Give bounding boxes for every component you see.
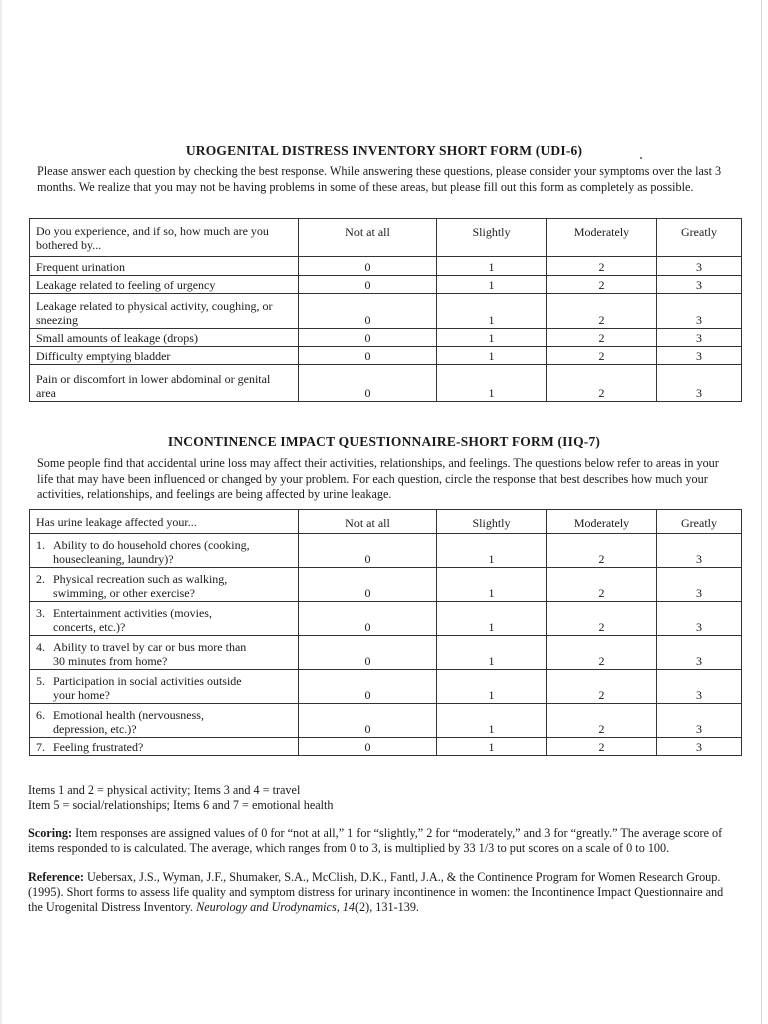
response-slightly[interactable]: 1 bbox=[437, 329, 547, 347]
udi6-instructions: Please answer each question by checking the best response. While answering these questions, please consider your symptoms over the last 3 months. We realize that you may not be having problems in some of these areas, but please fill out this form as completely as possible. bbox=[37, 164, 722, 194]
header-slightly: Slightly bbox=[437, 219, 547, 257]
scoring-text: Item responses are assigned values of 0 for “not at all,” 1 for “slightly,” 2 for “moderately,” and 3 for “greatly.” The average score of items responded to is calculated. The average, which ranges from 0 to 3, is multiplied by 33 1/3 to put scores on a scale of 0 to 100. bbox=[28, 826, 723, 855]
question-label: Frequent urination bbox=[30, 257, 299, 276]
response-not-at-all[interactable]: 0 bbox=[299, 329, 437, 347]
response-slightly[interactable]: 1 bbox=[437, 347, 547, 365]
response-not-at-all[interactable]: 0 bbox=[299, 704, 437, 738]
question-text-cont: 30 minutes from home? bbox=[53, 654, 168, 668]
table-row bbox=[30, 294, 742, 329]
response-greatly[interactable]: 3 bbox=[657, 636, 742, 670]
question-number: 2. bbox=[36, 572, 45, 586]
question-label bbox=[30, 738, 299, 756]
response-not-at-all[interactable]: 0 bbox=[299, 276, 437, 294]
iiq7-title: INCONTINENCE IMPACT QUESTIONNAIRE-SHORT FORM (IIQ-7) bbox=[167, 434, 601, 449]
table-row bbox=[30, 704, 742, 738]
question-label bbox=[30, 568, 299, 602]
table-row bbox=[30, 568, 742, 602]
response-slightly[interactable]: 1 bbox=[437, 294, 547, 329]
response-slightly[interactable]: 1 bbox=[437, 365, 547, 402]
header-slightly: Slightly bbox=[437, 510, 547, 534]
question-text: Participation in social activities outside bbox=[53, 674, 242, 688]
response-moderately[interactable]: 2 bbox=[547, 568, 657, 602]
response-not-at-all[interactable]: 0 bbox=[299, 670, 437, 704]
header-moderately: Moderately bbox=[547, 219, 657, 257]
question-text-cont: depression, etc.)? bbox=[53, 722, 137, 736]
header-not-at-all: Not at all bbox=[299, 219, 437, 257]
response-greatly[interactable]: 3 bbox=[657, 738, 742, 756]
question-label: Leakage related to physical activity, coughing, or sneezing bbox=[30, 294, 299, 329]
question-label: Pain or discomfort in lower abdominal or genital area bbox=[30, 365, 299, 402]
iiq7-question-header: Has urine leakage affected your... bbox=[30, 510, 299, 534]
response-greatly[interactable]: 3 bbox=[657, 602, 742, 636]
table-row bbox=[30, 329, 742, 347]
udi6-question-header: Do you experience, and if so, how much are you bothered by... bbox=[30, 219, 299, 257]
response-greatly[interactable]: 3 bbox=[657, 329, 742, 347]
udi6-table bbox=[29, 218, 742, 402]
question-number: 4. bbox=[36, 640, 45, 654]
response-greatly[interactable]: 3 bbox=[657, 568, 742, 602]
response-slightly[interactable]: 1 bbox=[437, 670, 547, 704]
question-text-cont: your home? bbox=[53, 688, 110, 702]
question-text: Ability to travel by car or bus more than bbox=[53, 640, 247, 654]
question-label: Difficulty emptying bladder bbox=[30, 347, 299, 365]
question-number: 5. bbox=[36, 674, 45, 688]
question-text: Feeling frustrated? bbox=[53, 740, 144, 754]
reference-journal: Neurology and Urodynamics, 14 bbox=[196, 900, 355, 914]
question-label bbox=[30, 534, 299, 568]
response-not-at-all[interactable]: 0 bbox=[299, 602, 437, 636]
response-greatly[interactable]: 3 bbox=[657, 257, 742, 276]
response-greatly[interactable]: 3 bbox=[657, 365, 742, 402]
response-moderately[interactable]: 2 bbox=[547, 670, 657, 704]
table-row bbox=[30, 738, 742, 756]
response-moderately[interactable]: 2 bbox=[547, 347, 657, 365]
iiq7-instructions: Some people find that accidental urine loss may affect their activities, relationships, and feelings. The questions below refer to areas in your life that may have been influenced or changed by your problem. For each question, circle the response that best describes how much your activities, relationships, and feelings are being affected by urine leakage. bbox=[37, 456, 719, 501]
header-not-at-all: Not at all bbox=[299, 510, 437, 534]
table-row bbox=[30, 347, 742, 365]
iiq7-header-row bbox=[30, 510, 742, 534]
question-label bbox=[30, 704, 299, 738]
question-text: Physical recreation such as walking, bbox=[53, 572, 228, 586]
question-text-cont: concerts, etc.)? bbox=[53, 620, 126, 634]
header-greatly: Greatly bbox=[657, 510, 742, 534]
udi6-header-row bbox=[30, 219, 742, 257]
item-key bbox=[28, 783, 740, 813]
item-key-line-2: Item 5 = social/relationships; Items 6 and 7 = emotional health bbox=[28, 798, 334, 812]
response-moderately[interactable]: 2 bbox=[547, 365, 657, 402]
table-row bbox=[30, 636, 742, 670]
response-moderately[interactable]: 2 bbox=[547, 738, 657, 756]
table-row bbox=[30, 365, 742, 402]
table-row bbox=[30, 534, 742, 568]
reference-text: Uebersax, J.S., Wyman, J.F., Shumaker, S.A., McClish, D.K., Fantl, J.A., & the Continence Program for Women Research Group. (1995). Short forms to assess life quality and symptom distress for urinary incontinence in women: the Incontinence Impact Questionnaire and the Urogenital Distress Inventory. bbox=[28, 870, 724, 914]
response-greatly[interactable]: 3 bbox=[657, 347, 742, 365]
question-label: Leakage related to feeling of urgency bbox=[30, 276, 299, 294]
response-moderately[interactable]: 2 bbox=[547, 704, 657, 738]
response-greatly[interactable]: 3 bbox=[657, 534, 742, 568]
question-text: Entertainment activities (movies, bbox=[53, 606, 212, 620]
response-moderately[interactable]: 2 bbox=[547, 329, 657, 347]
question-label bbox=[30, 602, 299, 636]
response-moderately[interactable]: 2 bbox=[547, 636, 657, 670]
response-slightly[interactable]: 1 bbox=[437, 568, 547, 602]
question-label bbox=[30, 670, 299, 704]
question-text: Emotional health (nervousness, bbox=[53, 708, 204, 722]
question-text-cont: housecleaning, laundry)? bbox=[53, 552, 174, 566]
question-text: Ability to do household chores (cooking, bbox=[53, 538, 250, 552]
response-moderately[interactable]: 2 bbox=[547, 602, 657, 636]
response-slightly[interactable]: 1 bbox=[437, 534, 547, 568]
question-number: 6. bbox=[36, 708, 45, 722]
response-not-at-all[interactable]: 0 bbox=[299, 294, 437, 329]
response-not-at-all[interactable]: 0 bbox=[299, 365, 437, 402]
question-label: Small amounts of leakage (drops) bbox=[30, 329, 299, 347]
scoring-label: Scoring: bbox=[28, 826, 73, 840]
scoring-note bbox=[28, 826, 740, 856]
response-slightly[interactable]: 1 bbox=[437, 602, 547, 636]
item-key-line-1: Items 1 and 2 = physical activity; Items 3 and 4 = travel bbox=[28, 783, 301, 797]
udi6-title: UROGENITAL DISTRESS INVENTORY SHORT FORM (UDI-6) bbox=[185, 143, 583, 158]
response-not-at-all[interactable]: 0 bbox=[299, 738, 437, 756]
table-row bbox=[30, 670, 742, 704]
response-moderately[interactable]: 2 bbox=[547, 534, 657, 568]
response-moderately[interactable]: 2 bbox=[547, 294, 657, 329]
table-row bbox=[30, 276, 742, 294]
response-slightly[interactable]: 1 bbox=[437, 636, 547, 670]
iiq7-table bbox=[29, 509, 742, 756]
response-greatly[interactable]: 3 bbox=[657, 670, 742, 704]
question-text-cont: swimming, or other exercise? bbox=[53, 586, 195, 600]
table-row bbox=[30, 257, 742, 276]
response-not-at-all[interactable]: 0 bbox=[299, 636, 437, 670]
response-slightly[interactable]: 1 bbox=[437, 738, 547, 756]
header-greatly: Greatly bbox=[657, 219, 742, 257]
response-not-at-all[interactable]: 0 bbox=[299, 568, 437, 602]
question-number: 3. bbox=[36, 606, 45, 620]
reference-label: Reference: bbox=[28, 870, 84, 884]
header-moderately: Moderately bbox=[547, 510, 657, 534]
response-slightly[interactable]: 1 bbox=[437, 704, 547, 738]
response-slightly[interactable]: 1 bbox=[437, 276, 547, 294]
question-number: 1. bbox=[36, 538, 45, 552]
response-moderately[interactable]: 2 bbox=[547, 276, 657, 294]
response-greatly[interactable]: 3 bbox=[657, 704, 742, 738]
question-label bbox=[30, 636, 299, 670]
reference-note bbox=[28, 870, 740, 915]
question-number: 7. bbox=[36, 740, 45, 754]
table-row bbox=[30, 602, 742, 636]
response-greatly[interactable]: 3 bbox=[657, 294, 742, 329]
response-not-at-all[interactable]: 0 bbox=[299, 257, 437, 276]
reference-issue: (2), 131-139. bbox=[354, 900, 419, 914]
response-moderately[interactable]: 2 bbox=[547, 257, 657, 276]
response-not-at-all[interactable]: 0 bbox=[299, 347, 437, 365]
response-slightly[interactable]: 1 bbox=[437, 257, 547, 276]
response-greatly[interactable]: 3 bbox=[657, 276, 742, 294]
response-not-at-all[interactable]: 0 bbox=[299, 534, 437, 568]
